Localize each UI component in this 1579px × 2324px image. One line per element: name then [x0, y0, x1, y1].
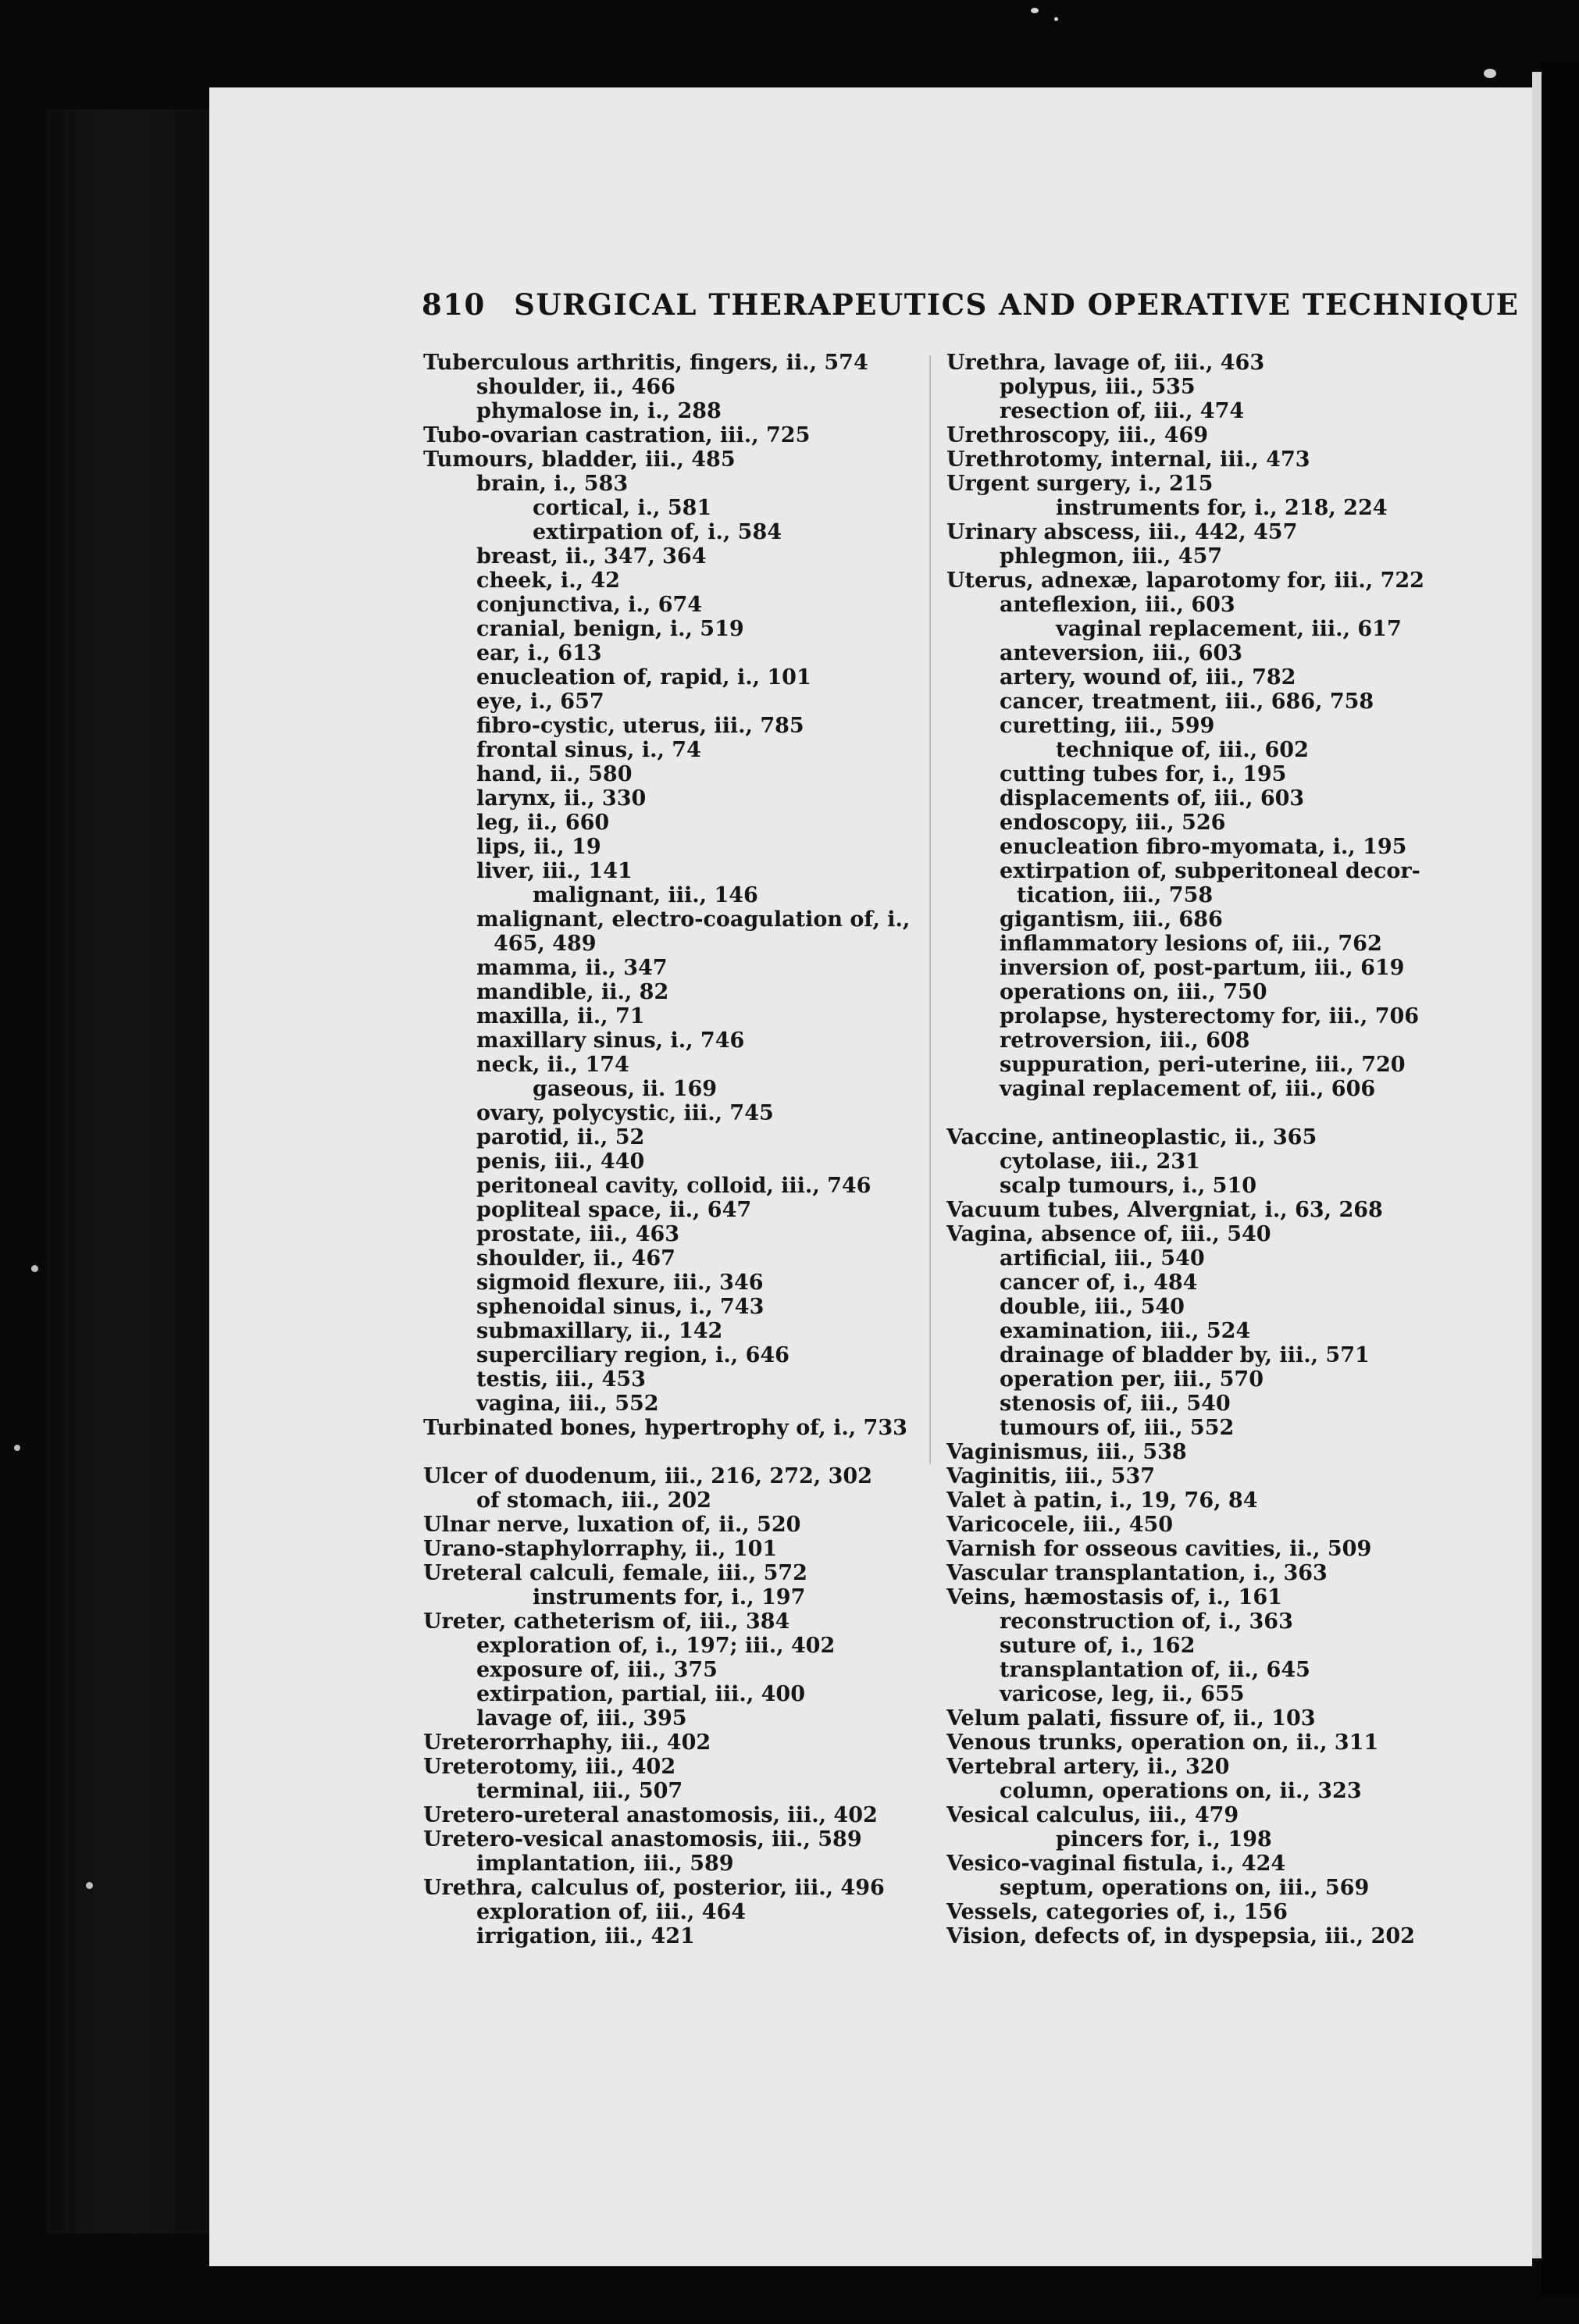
index-subentry: examination, iii., 524	[1000, 1319, 1251, 1343]
index-heading-entry: Vaccine, antineoplastic, ii., 365	[946, 1125, 1317, 1150]
index-subentry: cancer, treatment, iii., 686, 758	[1000, 690, 1374, 714]
index-heading-entry: Venous trunks, operation on, ii., 311	[946, 1731, 1379, 1755]
index-subentry: gigantism, iii., 686	[1000, 907, 1223, 932]
page-number: 810	[422, 287, 486, 322]
adjacent-page-edge	[1532, 72, 1542, 2258]
index-subentry: anteflexion, iii., 603	[1000, 593, 1235, 617]
index-heading-entry: Ureter, catheterism of, iii., 384	[423, 1609, 790, 1634]
scan-speck	[14, 1445, 20, 1451]
index-heading-entry: Vision, defects of, in dyspepsia, iii., 202	[946, 1924, 1415, 1948]
index-heading-entry: Veins, hæmostasis of, i., 161	[946, 1585, 1282, 1609]
index-heading-entry: Vertebral artery, ii., 320	[946, 1755, 1230, 1779]
index-subentry: eye, i., 657	[476, 690, 604, 714]
index-subentry: curetting, iii., 599	[1000, 714, 1215, 738]
index-subentry: drainage of bladder by, iii., 571	[1000, 1343, 1370, 1367]
index-heading-entry: Urethroscopy, iii., 469	[946, 423, 1209, 447]
index-subentry: cheek, i., 42	[476, 569, 620, 593]
index-subentry: extirpation, partial, iii., 400	[476, 1682, 805, 1706]
index-subentry: irrigation, iii., 421	[476, 1924, 695, 1948]
index-heading-entry: Vesical calculus, iii., 479	[946, 1803, 1239, 1827]
index-heading-entry: Vacuum tubes, Alvergniat, i., 63, 268	[946, 1198, 1383, 1222]
index-heading-entry: Ulcer of duodenum, iii., 216, 272, 302	[423, 1464, 872, 1488]
index-subentry: vaginal replacement of, iii., 606	[1000, 1077, 1376, 1101]
index-subentry: reconstruction of, i., 363	[1000, 1609, 1293, 1634]
index-subentry: breast, ii., 347, 364	[476, 544, 707, 569]
index-subentry: sphenoidal sinus, i., 743	[476, 1295, 765, 1319]
scan-speck	[1054, 17, 1058, 21]
index-subentry: frontal sinus, i., 74	[476, 738, 701, 762]
index-subentry: endoscopy, iii., 526	[1000, 811, 1226, 835]
index-subentry: maxilla, ii., 71	[476, 1004, 645, 1028]
index-subentry: cytolase, iii., 231	[1000, 1150, 1200, 1174]
index-subentry: vagina, iii., 552	[476, 1392, 659, 1416]
index-subentry: exposure of, iii., 375	[476, 1658, 718, 1682]
index-heading-entry: Valet à patin, i., 19, 76, 84	[946, 1488, 1258, 1513]
index-subentry: cutting tubes for, i., 195	[1000, 762, 1287, 786]
index-heading-entry: Vagina, absence of, iii., 540	[946, 1222, 1271, 1246]
index-subentry: prolapse, hysterectomy for, iii., 706	[1000, 1004, 1420, 1028]
index-subentry: peritoneal cavity, colloid, iii., 746	[476, 1174, 871, 1198]
index-subentry: fibro-cystic, uterus, iii., 785	[476, 714, 804, 738]
index-subentry: terminal, iii., 507	[476, 1779, 683, 1803]
index-subentry: column, operations on, ii., 323	[1000, 1779, 1362, 1803]
index-spacer	[946, 1101, 1446, 1125]
index-subentry: liver, iii., 141	[476, 859, 633, 883]
index-heading-entry: Turbinated bones, hypertrophy of, i., 733	[423, 1416, 907, 1440]
index-subentry: penis, iii., 440	[476, 1150, 645, 1174]
index-heading-entry: Vaginismus, iii., 538	[946, 1440, 1187, 1464]
index-heading-entry: Tuberculous arthritis, fingers, ii., 574	[423, 351, 868, 375]
index-heading-entry: Tubo-ovarian castration, iii., 725	[423, 423, 811, 447]
index-subentry: phymalose in, i., 288	[476, 399, 722, 423]
index-subentry: cancer of, i., 484	[1000, 1271, 1198, 1295]
index-subentry: submaxillary, ii., 142	[476, 1319, 723, 1343]
index-subentry: maxillary sinus, i., 746	[476, 1028, 745, 1053]
book-spine-shadow	[47, 109, 211, 2233]
index-subentry: hand, ii., 580	[476, 762, 633, 786]
index-subentry: malignant, electro-coagulation of, i.,	[476, 907, 911, 932]
index-subentry: ear, i., 613	[476, 641, 602, 665]
index-heading-entry: Urethrotomy, internal, iii., 473	[946, 447, 1310, 472]
index-subentry: phlegmon, iii., 457	[1000, 544, 1223, 569]
index-heading-entry: Uterus, adnexæ, laparotomy for, iii., 722	[946, 569, 1424, 593]
scan-speck	[86, 1882, 93, 1889]
index-heading-entry: Velum palati, fissure of, ii., 103	[946, 1706, 1316, 1731]
index-column-right	[946, 351, 1446, 1948]
index-subentry: parotid, ii., 52	[476, 1125, 645, 1150]
index-subentry: lavage of, iii., 395	[476, 1706, 687, 1731]
index-subentry: enucleation of, rapid, i., 101	[476, 665, 811, 690]
index-subentry: mamma, ii., 347	[476, 956, 668, 980]
scan-speck	[1484, 69, 1496, 78]
index-subentry: extirpation of, i., 584	[533, 520, 782, 544]
index-heading-entry: Varicocele, iii., 450	[946, 1513, 1174, 1537]
index-subentry: resection of, iii., 474	[1000, 399, 1245, 423]
index-subentry: malignant, iii., 146	[533, 883, 758, 907]
index-column-left	[423, 351, 923, 1948]
index-heading-entry: Uretero-vesical anastomosis, iii., 589	[423, 1827, 862, 1852]
index-subentry: popliteal space, ii., 647	[476, 1198, 752, 1222]
index-subentry: stenosis of, iii., 540	[1000, 1392, 1231, 1416]
scan-speck	[31, 1265, 38, 1272]
index-subentry: instruments for, i., 218, 224	[1056, 496, 1388, 520]
index-heading-entry: Varnish for osseous cavities, ii., 509	[946, 1537, 1372, 1561]
index-heading-entry: Ureteral calculi, female, iii., 572	[423, 1561, 807, 1585]
index-subentry: transplantation of, ii., 645	[1000, 1658, 1310, 1682]
index-subentry: tication, iii., 758	[1017, 883, 1214, 907]
index-subentry: shoulder, ii., 467	[476, 1246, 675, 1271]
index-subentry: instruments for, i., 197	[533, 1585, 806, 1609]
index-subentry: vaginal replacement, iii., 617	[1056, 617, 1402, 641]
index-subentry: prostate, iii., 463	[476, 1222, 680, 1246]
index-heading-entry: Vascular transplantation, i., 363	[946, 1561, 1328, 1585]
index-subentry: implantation, iii., 589	[476, 1852, 734, 1876]
index-subentry: gaseous, ii. 169	[533, 1077, 718, 1101]
index-subentry: pincers for, i., 198	[1056, 1827, 1272, 1852]
index-subentry: sigmoid flexure, iii., 346	[476, 1271, 764, 1295]
page-header	[422, 287, 1520, 322]
index-subentry: 465, 489	[494, 932, 597, 956]
index-heading-entry: Urethra, calculus of, posterior, iii., 496	[423, 1876, 885, 1900]
index-subentry: septum, operations on, iii., 569	[1000, 1876, 1370, 1900]
index-subentry: larynx, ii., 330	[476, 786, 647, 811]
index-heading-entry: Vaginitis, iii., 537	[946, 1464, 1156, 1488]
index-heading-entry: Urano-staphylorraphy, ii., 101	[423, 1537, 778, 1561]
index-subentry: cranial, benign, i., 519	[476, 617, 744, 641]
index-subentry: extirpation of, subperitoneal decor-	[1000, 859, 1420, 883]
index-subentry: polypus, iii., 535	[1000, 375, 1196, 399]
index-heading-entry: Urgent surgery, i., 215	[946, 472, 1214, 496]
index-subentry: leg, ii., 660	[476, 811, 610, 835]
index-subentry: lips, ii., 19	[476, 835, 601, 859]
index-heading-entry: Tumours, bladder, iii., 485	[423, 447, 736, 472]
index-subentry: operation per, iii., 570	[1000, 1367, 1264, 1392]
index-subentry: ovary, polycystic, iii., 745	[476, 1101, 774, 1125]
scan-speck	[1031, 8, 1039, 13]
index-subentry: inflammatory lesions of, iii., 762	[1000, 932, 1382, 956]
index-heading-entry: Urethra, lavage of, iii., 463	[946, 351, 1265, 375]
index-subentry: superciliary region, i., 646	[476, 1343, 790, 1367]
index-subentry: suppuration, peri-uterine, iii., 720	[1000, 1053, 1406, 1077]
index-subentry: exploration of, iii., 464	[476, 1900, 747, 1924]
index-subentry: double, iii., 540	[1000, 1295, 1185, 1319]
index-heading-entry: Ureterotomy, iii., 402	[423, 1755, 676, 1779]
running-title: SURGICAL THERAPEUTICS AND OPERATIVE TECHNIQUE	[514, 287, 1520, 322]
index-subentry: displacements of, iii., 603	[1000, 786, 1305, 811]
index-heading-entry: Ureterorrhaphy, iii., 402	[423, 1731, 711, 1755]
index-subentry: cortical, i., 581	[533, 496, 712, 520]
index-subentry: conjunctiva, i., 674	[476, 593, 703, 617]
index-subentry: neck, ii., 174	[476, 1053, 629, 1077]
index-subentry: retroversion, iii., 608	[1000, 1028, 1250, 1053]
index-subentry: scalp tumours, i., 510	[1000, 1174, 1257, 1198]
index-subentry: testis, iii., 453	[476, 1367, 646, 1392]
index-heading-entry: Urinary abscess, iii., 442, 457	[946, 520, 1298, 544]
index-subentry: enucleation fibro-myomata, i., 195	[1000, 835, 1407, 859]
index-heading-entry: Ulnar nerve, luxation of, ii., 520	[423, 1513, 801, 1537]
index-subentry: exploration of, i., 197; iii., 402	[476, 1634, 836, 1658]
index-subentry: shoulder, ii., 466	[476, 375, 675, 399]
index-heading-entry: Vesico-vaginal fistula, i., 424	[946, 1852, 1286, 1876]
index-subentry: anteversion, iii., 603	[1000, 641, 1243, 665]
index-subentry: inversion of, post-partum, iii., 619	[1000, 956, 1405, 980]
index-heading-entry: Uretero-ureteral anastomosis, iii., 402	[423, 1803, 878, 1827]
index-subentry: technique of, iii., 602	[1056, 738, 1309, 762]
index-subentry: mandible, ii., 82	[476, 980, 669, 1004]
index-subentry: tumours of, iii., 552	[1000, 1416, 1235, 1440]
column-divider	[929, 355, 931, 1464]
index-subentry: brain, i., 583	[476, 472, 629, 496]
index-heading-entry: Vessels, categories of, i., 156	[946, 1900, 1288, 1924]
index-subentry: of stomach, iii., 202	[476, 1488, 711, 1513]
index-subentry: artificial, iii., 540	[1000, 1246, 1205, 1271]
index-subentry: varicose, leg, ii., 655	[1000, 1682, 1245, 1706]
scan-right-margin	[1542, 62, 1579, 2296]
index-subentry: suture of, i., 162	[1000, 1634, 1196, 1658]
index-spacer	[423, 1440, 923, 1464]
index-subentry: operations on, iii., 750	[1000, 980, 1267, 1004]
index-subentry: artery, wound of, iii., 782	[1000, 665, 1296, 690]
